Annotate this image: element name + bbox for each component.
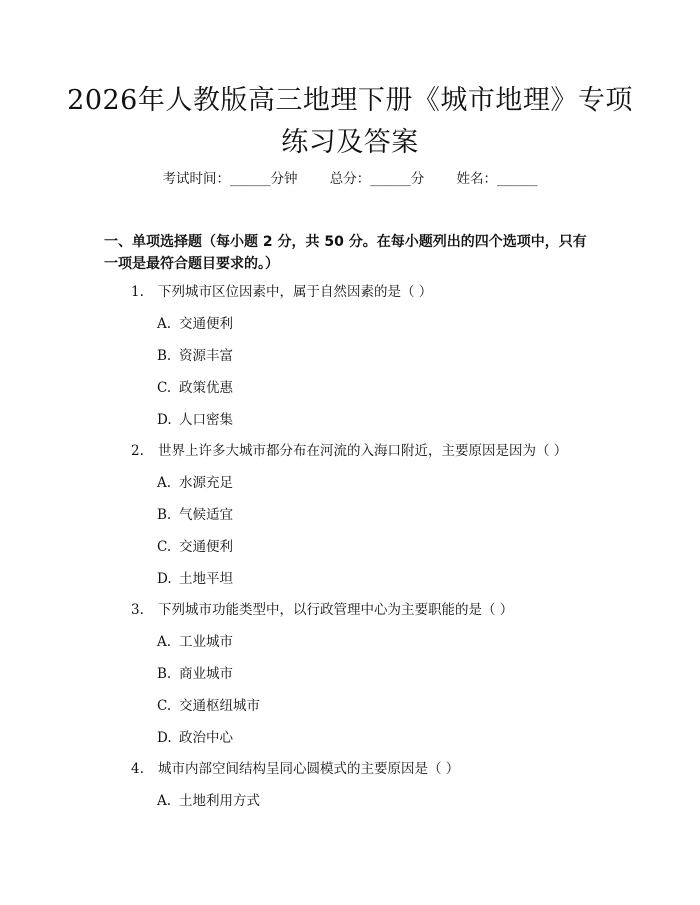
option-3d: [157, 729, 233, 747]
question-text: 下列城市功能类型中，以行政管理中心为主要职能的是（ ）: [158, 602, 514, 618]
total-score-blank: ______: [370, 171, 411, 187]
option-text: 政治中心: [179, 730, 233, 746]
question-text: 城市内部空间结构呈同心圆模式的主要原因是（ ）: [158, 761, 460, 777]
option-letter: D.: [157, 412, 172, 428]
option-1c: [157, 379, 233, 397]
option-letter: A.: [157, 793, 172, 809]
option-text: 交通便利: [179, 316, 233, 332]
option-text: 政策优惠: [179, 380, 233, 396]
option-text: 交通枢纽城市: [179, 698, 260, 714]
option-2a: [157, 474, 233, 492]
option-text: 土地利用方式: [179, 793, 260, 809]
option-text: 工业城市: [179, 634, 233, 650]
option-2d: [157, 570, 233, 588]
question-number: 3.: [131, 602, 144, 618]
option-letter: D.: [157, 571, 172, 587]
option-letter: A.: [157, 634, 172, 650]
total-score-field: [330, 170, 425, 188]
exam-time-unit: 分钟: [270, 171, 298, 187]
question-text: 世界上许多大城市都分布在河流的入海口附近，主要原因是因为（ ）: [158, 443, 568, 459]
option-3a: [157, 633, 233, 651]
option-text: 土地平坦: [179, 571, 233, 587]
option-2b: [157, 506, 233, 524]
exam-time-blank: ______: [229, 171, 271, 187]
option-3b: [157, 665, 233, 683]
option-3c: [157, 697, 260, 715]
option-text: 人口密集: [179, 412, 233, 428]
option-1a: [157, 315, 233, 333]
section-heading: 一、单项选择题（每小题 2 分，共 50 分。在每小题列出的四个选项中，只有一项是最符合题目要求的。）: [104, 234, 587, 272]
question-number: 4.: [131, 761, 144, 777]
student-name-label: 姓名：: [456, 171, 498, 187]
student-name-blank: ______: [497, 171, 538, 187]
question-1: [131, 283, 601, 301]
option-letter: B.: [157, 507, 172, 523]
option-text: 气候适宜: [179, 507, 233, 523]
exam-time-label: 考试时间：: [162, 171, 230, 187]
option-1b: [157, 347, 233, 365]
option-letter: B.: [157, 348, 172, 364]
question-text: 下列城市区位因素中，属于自然因素的是（ ）: [158, 284, 433, 300]
question-3: [131, 601, 601, 619]
option-text: 商业城市: [179, 666, 233, 682]
option-text: 交通便利: [179, 539, 233, 555]
option-1d: [157, 411, 233, 429]
total-score-label: 总分：: [329, 171, 371, 187]
option-2c: [157, 538, 233, 556]
option-letter: A.: [157, 475, 172, 491]
total-score-unit: 分: [410, 171, 425, 187]
exam-info-line: [0, 170, 700, 188]
option-letter: C.: [157, 698, 172, 714]
option-letter: C.: [157, 380, 172, 396]
option-text: 水源充足: [179, 475, 233, 491]
option-letter: B.: [157, 666, 172, 682]
document-title: 2026年人教版高三地理下册《城市地理》专项练习及答案: [67, 85, 633, 158]
option-letter: D.: [157, 730, 172, 746]
question-number: 2.: [131, 443, 144, 459]
option-4a: [157, 792, 260, 810]
option-letter: A.: [157, 316, 172, 332]
question-2: [131, 442, 601, 460]
option-letter: C.: [157, 539, 172, 555]
option-text: 资源丰富: [179, 348, 233, 364]
question-4: [131, 760, 601, 778]
student-name-field: [457, 170, 538, 188]
exam-time-field: [162, 170, 297, 188]
question-number: 1.: [131, 284, 144, 300]
